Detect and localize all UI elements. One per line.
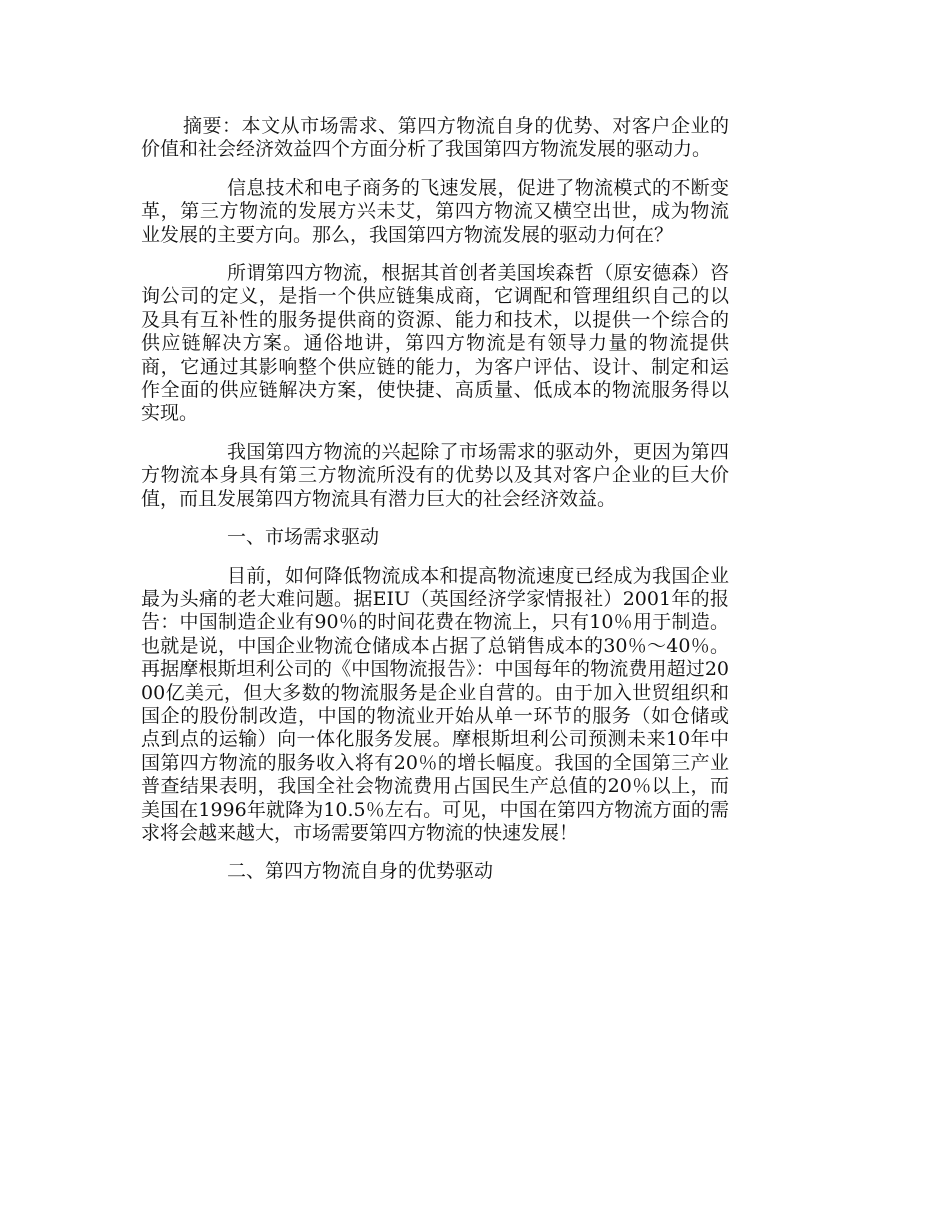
section-1-paragraph: 目前，如何降低物流成本和提高物流速度已经成为我国企业最为头痛的老大难问题。据EIU（英国经济学家情报社）2001年的报告：中国制造企业有90％的时间花费在物流上，只有10％用于制造。也就是说，中国企业物流仓储成本占据了总销售成本的30％～40％。再据摩根斯坦利公司的《中国物流报告》：中国每年的物流费用超过2000亿美元，但大多数的物流服务是企业自营的。由于加入世贸组织和国企的股份制改造，中国的物流业开始从单一环节的服务（如仓储或点到点的运输）向一体化服务发展。摩根斯坦利公司预测未来10年中国第四方物流的服务收入将有20％的增长幅度。我国的全国第三产业普查结果表明，我国全社会物流费用占国民生产总值的20％以上，而美国在1996年就降为10.5％左右。可见，中国在第四方物流方面的需求将会越来越大，市场需要第四方物流的快速发展！: [141, 564, 729, 844]
body-paragraph-2: 所谓第四方物流，根据其首创者美国埃森哲（原安德森）咨询公司的定义，是指一个供应链集成商，它调配和管理组织自己的以及具有互补性的服务提供商的资源、能力和技术，以提供一个综合的供应链解决方案。通俗地讲，第四方物流是有领导力量的物流提供商，它通过其影响整个供应链的能力，为客户评估、设计、制定和运作全面的供应链解决方案，使快捷、高质量、低成本的物流服务得以实现。: [141, 262, 729, 425]
document-page: [141, 115, 729, 899]
section-heading-2: 二、第四方物流自身的优势驱动: [227, 860, 494, 883]
body-paragraph-1: 信息技术和电子商务的飞速发展，促进了物流模式的不断变革，第三方物流的发展方兴未艾，第四方物流又横空出世，成为物流业发展的主要方向。那么，我国第四方物流发展的驱动力何在？: [141, 176, 729, 246]
abstract-paragraph: 摘要：本文从市场需求、第四方物流自身的优势、对客户企业的价值和社会经济效益四个方面分析了我国第四方物流发展的驱动力。: [141, 115, 729, 161]
section-heading-1: 一、市场需求驱动: [227, 526, 380, 549]
body-paragraph-3: 我国第四方物流的兴起除了市场需求的驱动外，更因为第四方物流本身具有第三方物流所没有的优势以及其对客户企业的巨大价值，而且发展第四方物流具有潜力巨大的社会经济效益。: [141, 440, 729, 510]
